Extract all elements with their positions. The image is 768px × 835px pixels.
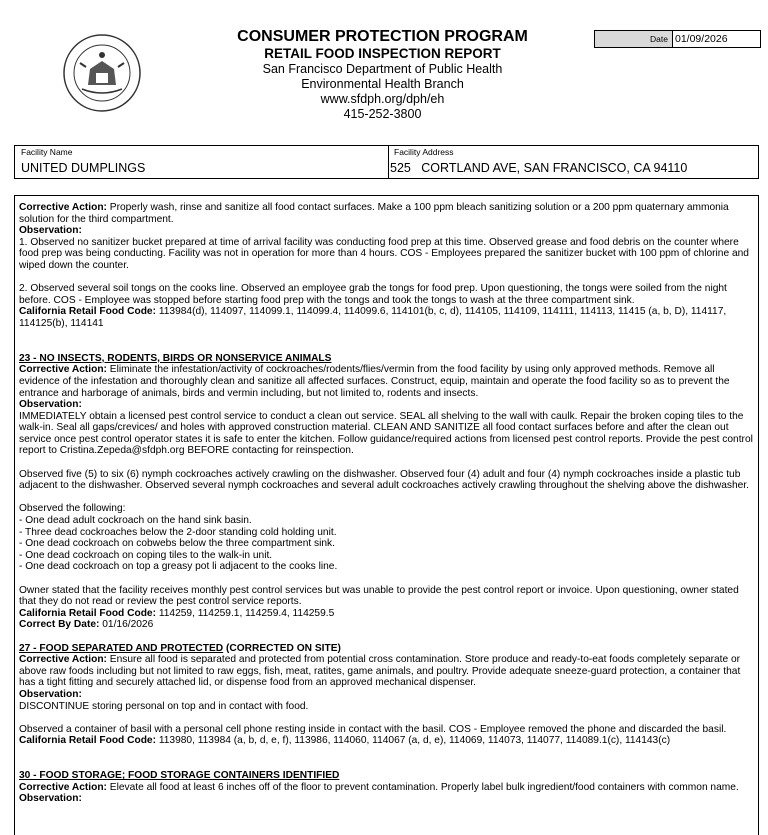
list-item: - One dead cockroach on top a greasy pot li adjacent to the cooks line. [19,561,338,573]
report-header [200,28,565,122]
website: www.sfdph.org/dph/eh [320,92,445,106]
facility-address-label: Facility Address [394,147,454,157]
date-label: Date [595,31,673,47]
facility-name: UNITED DUMPLINGS [21,161,146,175]
block1-code: California Retail Food Code: 113984(d), 114097, 114099.1, 114099.4, 114099.6, 114101(b, c, d), 114105, 114109, 114111, 114113, 11415 (a, b, D), 114117, 114125(b), 114141 [19,306,727,329]
program-title: CONSUMER PROTECTION PROGRAM [237,28,528,45]
block27-code: California Retail Food Code: 113980, 113984 (a, b, d, e, f), 113986, 114060, 114067 (a, d, e), 114069, 114073, 114077, 114089.1(c), 114143(c) [19,735,671,747]
city-seal-logo [62,33,142,113]
block23-correct-by: Correct By Date: 01/16/2026 [19,619,154,631]
facility-address-cell [389,146,758,178]
facility-name-label: Facility Name [21,147,73,157]
block27-observation-label: Observation: [19,688,82,700]
branch-name: Environmental Health Branch [301,77,464,91]
block1-observation-2: 2. Observed several soil tongs on the cooks line. Observed an employee grab the tongs for food prep. Upon questioning, the tongs were soiled from the night before. COS - Employee was stopped before starting food prep with the tongs and took the tongs to wash at the three compartment sink. [19,283,727,306]
list-item: - One dead adult cockroach on the hand sink basin. [19,515,252,527]
block27-observation-1: DISCONTINUE storing personal on top and in contact with food. [19,700,309,712]
block23-observation-2: Observed five (5) to six (6) nymph cockroaches actively crawling on the dishwasher. Observed four (4) adult and four (4) nymph cockroaches inside a plastic tub adjacent to the dishwasher. Observed several nymph cockroaches and several adult cockroaches actively crawling throughout the shelving above the dishwasher. [19,468,749,492]
block27-title: 27 - FOOD SEPARATED AND PROTECTED (CORRECTED ON SITE) [19,642,341,654]
date-value: 01/09/2026 [675,33,728,45]
block23-title: 23 - NO INSECTS, RODENTS, BIRDS OR NONSERVICE ANIMALS [19,352,332,364]
phone: 415-252-3800 [343,107,422,121]
block30-corrective: Corrective Action: Elevate all food at least 6 inches off of the floor to prevent contamination. Properly label bulk ingredient/food containers with common name. [19,781,739,793]
facility-address: 525 CORTLAND AVE, SAN FRANCISCO, CA 94110 [390,161,688,175]
block30-observation-label: Observation: [19,793,82,805]
block27-observation-2: Observed a container of basil with a personal cell phone resting inside in contact with the basil. COS - Employee removed the phone and discarded the basil. [19,723,727,735]
block30-title: 30 - FOOD STORAGE; FOOD STORAGE CONTAINERS IDENTIFIED [19,770,340,782]
block23-observation-1: IMMEDIATELY obtain a licensed pest control service to conduct a clean out service. SEAL all shelving to the wall with caulk. Repair the broken coping tiles to the walk-in. Seal all gaps/crevices/ and holes with approved construction material. CLEAN AND SANITIZE all food contact surfaces before and after the clean out service once pest control operator states it is safe to enter the kitchen. Follow guidance/required actions from licensed pest control reports. Provide the pest control report to Cristina.Zepeda@sfdph.org BEFORE contacting for reinspection. [19,410,753,457]
list-item: - One dead cockroach on cobwebs below the three compartment sink. [19,538,335,550]
block23-list-intro: Observed the following: [19,503,126,515]
department-name: San Francisco Department of Public Health [262,62,503,76]
list-item: - Three dead cockroaches below the 2-door standing cold holding unit. [19,526,337,538]
violations-content [14,195,759,835]
facility-name-cell [15,146,389,178]
report-title: RETAIL FOOD INSPECTION REPORT [264,46,501,61]
block23-code: California Retail Food Code: 114259, 114259.1, 114259.4, 114259.5 [19,607,335,619]
block23-corrective: Corrective Action: Eliminate the infestation/activity of cockroaches/rodents/flies/vermin from the food facility by using only approved methods. Remove all evidence of the infestation and thoroughly clean and sanitize all affected surfaces. Construct, equip, maintain and operate the food facility so as to prevent the entrance and harborage of animals, birds and vermin including, but not limited to, rodents and insects. [19,364,730,399]
block23-observation-label: Observation: [19,399,82,411]
date-box [594,30,761,48]
block23-observation-3: Owner stated that the facility receives monthly pest control services but was unable to provide the pest control report or invoice. Upon questioning, owner stated that they do not read or review the pest control service reports. [19,584,739,608]
block1-corrective: Corrective Action: Properly wash, rinse and sanitize all food contact surfaces. Make a 100 ppm bleach sanitizing solution or a 200 ppm quaternary ammonia solution for the third compartment. [19,202,729,225]
block27-corrective: Corrective Action: Ensure all food is separated and protected from potential cross contamination. Store produce and ready-to-eat foods completely separate or above raw foods including but not limited to raw eggs, fish, meat, ratites, game animals, and poultry. Provide adequate sneeze-guard protection, a container that has a tight fitting and securely attached lid, or dispense food from an approved mechanical dispenser. [19,654,741,689]
block1-observation-1: 1. Observed no sanitizer bucket prepared at time of arrival facility was conducting food prep at this time. Observed grease and food debris on the counter where food prep was being conducting. Facility was not in operation for more than 4 hours. COS - Employees prepared the sanitizer bucket with 100 ppm of chlorine and wiped down the counter. [19,236,749,271]
block1-observation-label: Observation: [19,225,82,237]
facility-info [14,145,759,179]
list-item: - One dead cockroach on coping tiles to the walk-in unit. [19,549,273,561]
